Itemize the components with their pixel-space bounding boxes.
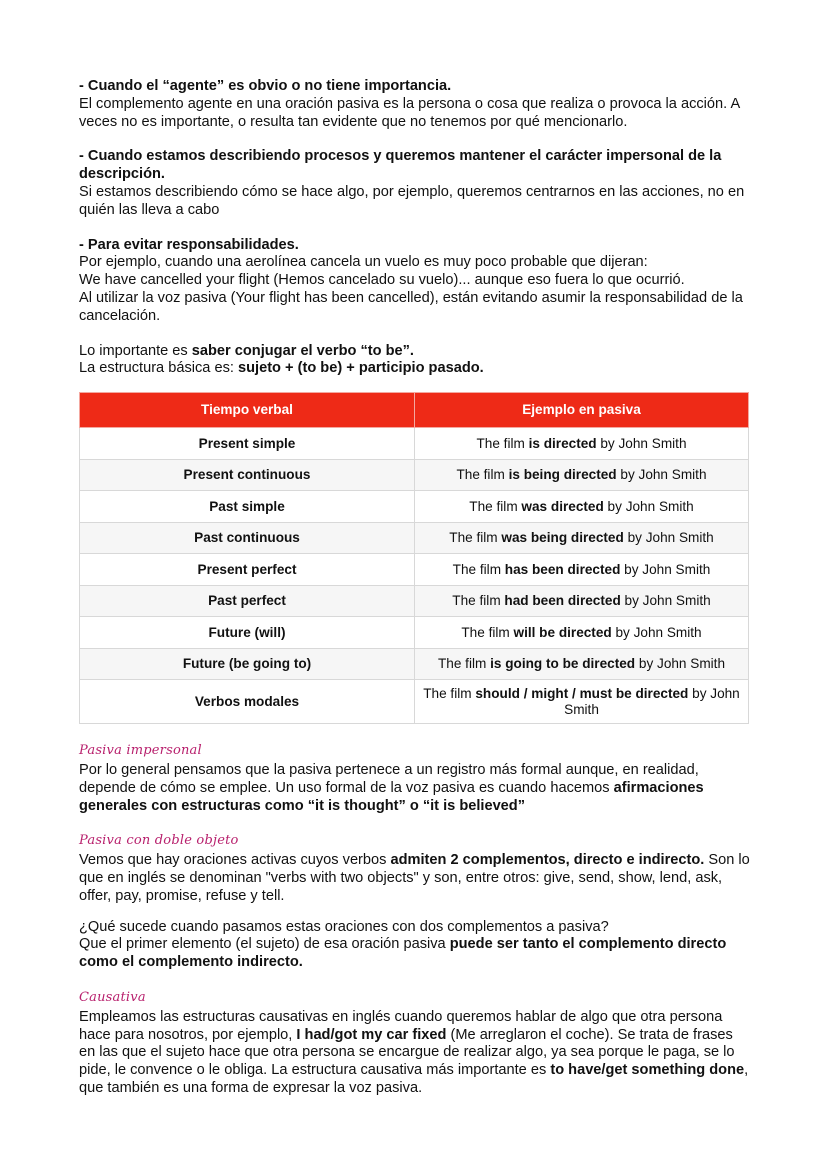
tense-cell: Past simple <box>80 491 415 523</box>
doble-paragraph-1 <box>79 852 751 905</box>
table-row <box>80 428 749 460</box>
section-heading: - Cuando estamos describiendo procesos y queremos mantener el carácter impersonal de la descripción. <box>79 148 722 183</box>
intro-text: Lo importante es <box>79 342 192 359</box>
example-text: by John Smith <box>623 530 714 545</box>
table-row <box>80 585 749 617</box>
subtitle-doble-objeto: Pasiva con doble objeto <box>79 833 239 849</box>
example-text: by John Smith <box>616 467 707 482</box>
example-text: The film <box>423 685 476 701</box>
intro-text: La estructura básica es: <box>79 360 238 377</box>
table-body <box>80 428 749 724</box>
intro-line-2 <box>79 360 751 378</box>
table-row <box>80 522 749 554</box>
doble-text: Vemos que hay oraciones activas cuyos verbos <box>79 852 391 869</box>
example-verb: is being directed <box>508 467 617 482</box>
doble-text: Que el primer elemento (el sujeto) de esa oración pasiva <box>79 936 450 953</box>
causativa-bold: I had/got my car fixed <box>296 1026 447 1043</box>
table-row <box>80 491 749 523</box>
table-row <box>80 617 749 649</box>
example-text: The film <box>452 593 505 608</box>
section-heading: - Para evitar responsabilidades. <box>79 236 299 253</box>
example-text: The film <box>452 561 505 577</box>
doble-question: ¿Qué sucede cuando pasamos estas oraciones con dos complementos a pasiva? <box>79 918 609 935</box>
intro-structure <box>79 343 751 379</box>
section-heading: - Cuando el “agente” es obvio o no tiene importancia. <box>79 78 452 94</box>
tense-cell: Present continuous <box>80 459 415 491</box>
example-verb: is going to be directed <box>490 656 636 671</box>
example-verb: should / might / must be directed <box>475 685 689 701</box>
example-cell <box>415 554 749 586</box>
example-verb: was being directed <box>501 530 624 545</box>
example-cell <box>415 459 749 491</box>
document-page <box>79 78 751 1098</box>
example-cell <box>415 585 749 617</box>
example-text: by John Smith <box>611 624 702 640</box>
section-body-line: We have cancelled your flight (Hemos cancelado su vuelo)... aunque eso fuera lo que ocurrió. <box>79 272 685 289</box>
causativa-bold: to have/get something done <box>550 1062 745 1079</box>
section-body-line: Al utilizar la voz pasiva (Your flight has been cancelled), están evitando asumir la responsabilidad de la cancelación. <box>79 289 743 324</box>
example-text: by John Smith <box>620 561 711 577</box>
section-body: El complemento agente en una oración pasiva es la persona o cosa que realiza o provoca la acción. A veces no es importante, o resulta tan evidente que no tenemos por qué mencionarlo. <box>79 95 740 130</box>
doble-bold: puede ser tanto el complemento directo como el complemento indirecto. <box>79 936 727 971</box>
table-row <box>80 554 749 586</box>
doble-paragraph-2 <box>79 936 751 972</box>
table-row <box>80 680 749 724</box>
subtitle-causativa: Causativa <box>79 989 146 1005</box>
causativa-text: Empleamos las estructuras causativas en inglés cuando queremos hablar de algo que otra persona hace para nosotros, por ejemplo, <box>79 1008 723 1043</box>
section-responsabilidades <box>79 237 751 326</box>
example-text: by John Smith <box>620 593 711 608</box>
example-verb: is directed <box>528 435 597 451</box>
tense-cell: Past continuous <box>80 522 415 554</box>
intro-bold: sujeto + (to be) + participio pasado. <box>238 360 484 377</box>
example-cell <box>415 428 749 460</box>
table-row <box>80 648 749 680</box>
causativa-text: (Me arreglaron el coche). Se trata de frases en las que el sujeto hace que otra persona se encargue de realizar algo, ya sea porque le paga, se lo pide, le convence o le obliga. La estructura causativa más importante es <box>79 1026 735 1079</box>
example-text: The film <box>476 435 529 451</box>
impersonal-paragraph <box>79 762 751 815</box>
example-text: by John Smith <box>596 435 687 451</box>
example-cell <box>415 522 749 554</box>
example-text: by John Smith <box>564 685 740 717</box>
doble-text: Son lo que en inglés se denominan "verbs with two objects" y son, entre otros: give, send, show, lend, ask, offer, pay, promise, refuse y tell. <box>79 852 750 904</box>
tense-cell: Future (be going to) <box>80 648 415 680</box>
section-agente <box>79 78 751 131</box>
example-cell <box>415 617 749 649</box>
table-header-row <box>80 393 749 428</box>
tense-cell: Present simple <box>80 428 415 460</box>
example-verb: has been directed <box>504 561 621 577</box>
intro-bold: saber conjugar el verbo “to be”. <box>191 342 414 359</box>
tense-cell: Verbos modales <box>80 680 415 724</box>
passive-tenses-table <box>79 392 749 724</box>
example-verb: had been directed <box>504 593 621 608</box>
impersonal-text: Por lo general pensamos que la pasiva pertenece a un registro más formal aunque, en realidad, depende de cómo se emplee. Un uso formal de la voz pasiva es cuando hacemos <box>79 761 699 796</box>
example-verb: will be directed <box>513 624 612 640</box>
causativa-text: , que también es una forma de expresar la voz pasiva. <box>79 1062 749 1096</box>
section-body: Si estamos describiendo cómo se hace algo, por ejemplo, queremos centrarnos en las acciones, no en quién las lleva a cabo <box>79 183 745 218</box>
example-text: The film <box>449 530 502 545</box>
impersonal-bold: afirmaciones generales con estructuras como “it is thought” o “it is believed” <box>79 779 704 814</box>
tense-cell: Past perfect <box>80 585 415 617</box>
tense-cell: Future (will) <box>80 617 415 649</box>
example-text: The film <box>461 624 514 640</box>
example-cell <box>415 648 749 680</box>
example-verb: was directed <box>521 498 604 514</box>
example-text: by John Smith <box>603 498 694 514</box>
example-text: The film <box>469 498 522 514</box>
tense-cell: Present perfect <box>80 554 415 586</box>
header-ejemplo: Ejemplo en pasiva <box>415 393 749 428</box>
doble-bold: admiten 2 complementos, directo e indirecto. <box>390 852 705 869</box>
example-text: The film <box>437 656 491 671</box>
example-cell <box>415 680 749 724</box>
section-procesos <box>79 148 751 219</box>
example-text: by John Smith <box>635 656 726 671</box>
example-cell <box>415 491 749 523</box>
intro-line-1 <box>79 343 751 361</box>
header-tiempo-verbal: Tiempo verbal <box>80 393 415 428</box>
causativa-paragraph <box>79 1009 751 1098</box>
section-body-line: Por ejemplo, cuando una aerolínea cancela un vuelo es muy poco probable que dijeran: <box>79 254 648 271</box>
example-text: The film <box>456 467 509 482</box>
table-row <box>80 459 749 491</box>
subtitle-pasiva-impersonal: Pasiva impersonal <box>79 743 202 759</box>
